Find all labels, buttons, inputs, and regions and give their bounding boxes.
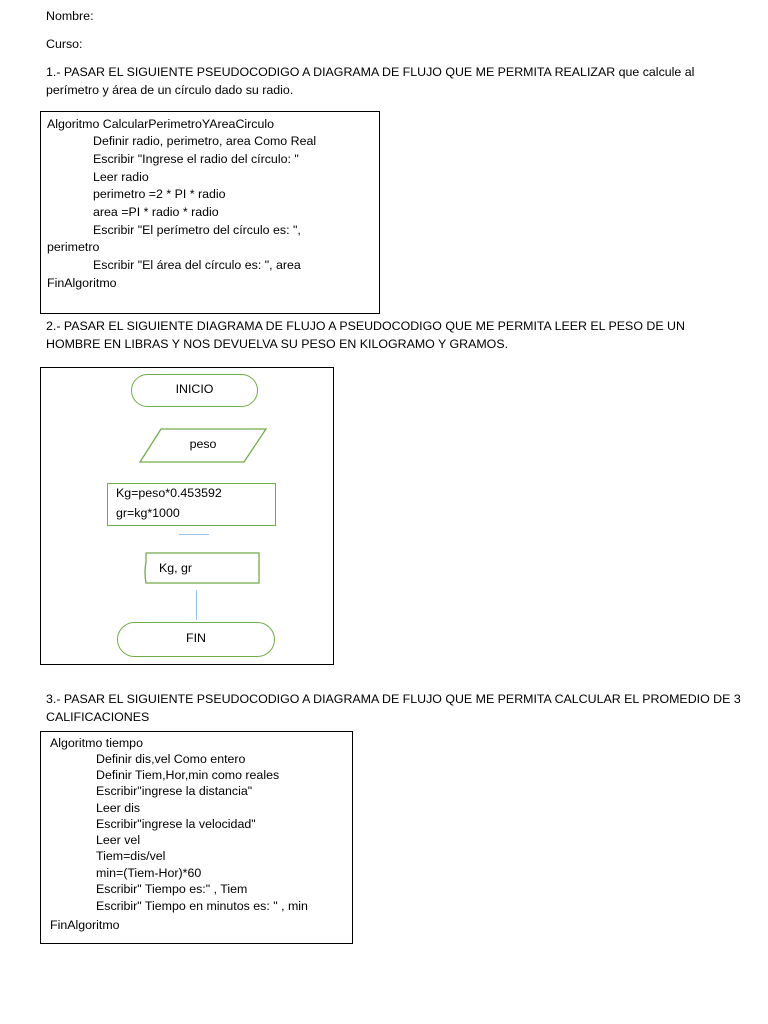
code-line: Definir radio, perimetro, area Como Real	[93, 134, 317, 148]
code-line: min=(Tiem-Hor)*60	[96, 866, 202, 880]
flow-connector	[196, 590, 197, 620]
code-line: Escribir "El perímetro del círculo es: ",	[93, 223, 301, 237]
q1-code-box	[40, 111, 380, 314]
code-line: Escribir"ingrese la velocidad"	[96, 817, 256, 831]
code-line: Escribir" Tiempo es:" , Tiem	[96, 882, 248, 896]
code-line: perimetro	[47, 240, 100, 254]
nombre-label: Nombre:	[46, 9, 94, 23]
q3-code-box	[40, 731, 353, 944]
code-line: Leer radio	[93, 170, 149, 184]
flow-output-label: Kg, gr	[159, 561, 193, 575]
q1-statement: 1.- PASAR EL SIGUIENTE PSEUDOCODIGO A DIAGRAMA DE FLUJO QUE ME PERMITA REALIZAR que calcule al perímetro y área de un círculo dado su radio.	[46, 65, 695, 97]
code-line: Definir Tiem,Hor,min como reales	[96, 768, 280, 782]
code-line: Tiem=dis/vel	[96, 849, 166, 863]
q2-statement: 2.- PASAR EL SIGUIENTE DIAGRAMA DE FLUJO A PSEUDOCODIGO QUE ME PERMITA LEER EL PESO DE UN HOMBRE EN LIBRAS Y NOS DEVUELVA SU PESO EN KILOGRAMO Y GRAMOS.	[46, 319, 685, 351]
flow-process-line: Kg=peso*0.453592	[116, 486, 222, 500]
code-line: Escribir "El área del círculo es: ", area	[93, 258, 301, 272]
code-line: Definir dis,vel Como entero	[96, 752, 246, 766]
flow-connector	[179, 534, 209, 535]
flowchart-frame	[40, 367, 334, 665]
code-line: Escribir"ingrese la distancia"	[96, 784, 253, 798]
flow-process-line: gr=kg*1000	[116, 506, 180, 520]
code-line: Leer vel	[96, 833, 141, 847]
code-line: Escribir "Ingrese el radio del círculo: "	[93, 152, 299, 166]
curso-label: Curso:	[46, 37, 83, 51]
code-line: Algoritmo CalcularPerimetroYAreaCirculo	[47, 117, 275, 131]
code-line: Leer dis	[96, 801, 141, 815]
flow-start-label: INICIO	[175, 382, 214, 396]
code-line: Escribir" Tiempo en minutos es: " , min	[96, 899, 308, 913]
code-line: Algoritmo tiempo	[50, 736, 143, 750]
code-line: FinAlgoritmo	[50, 918, 120, 932]
code-line: perimetro =2 * PI * radio	[93, 187, 226, 201]
flow-input-label: peso	[189, 437, 217, 451]
code-line: FinAlgoritmo	[47, 276, 117, 290]
code-line: area =PI * radio * radio	[93, 205, 219, 219]
flow-end-label: FIN	[186, 631, 206, 645]
q3-statement: 3.- PASAR EL SIGUIENTE PSEUDOCODIGO A DIAGRAMA DE FLUJO QUE ME PERMITA CALCULAR EL PROMEDIO DE 3 CALIFICACIONES	[46, 692, 741, 724]
